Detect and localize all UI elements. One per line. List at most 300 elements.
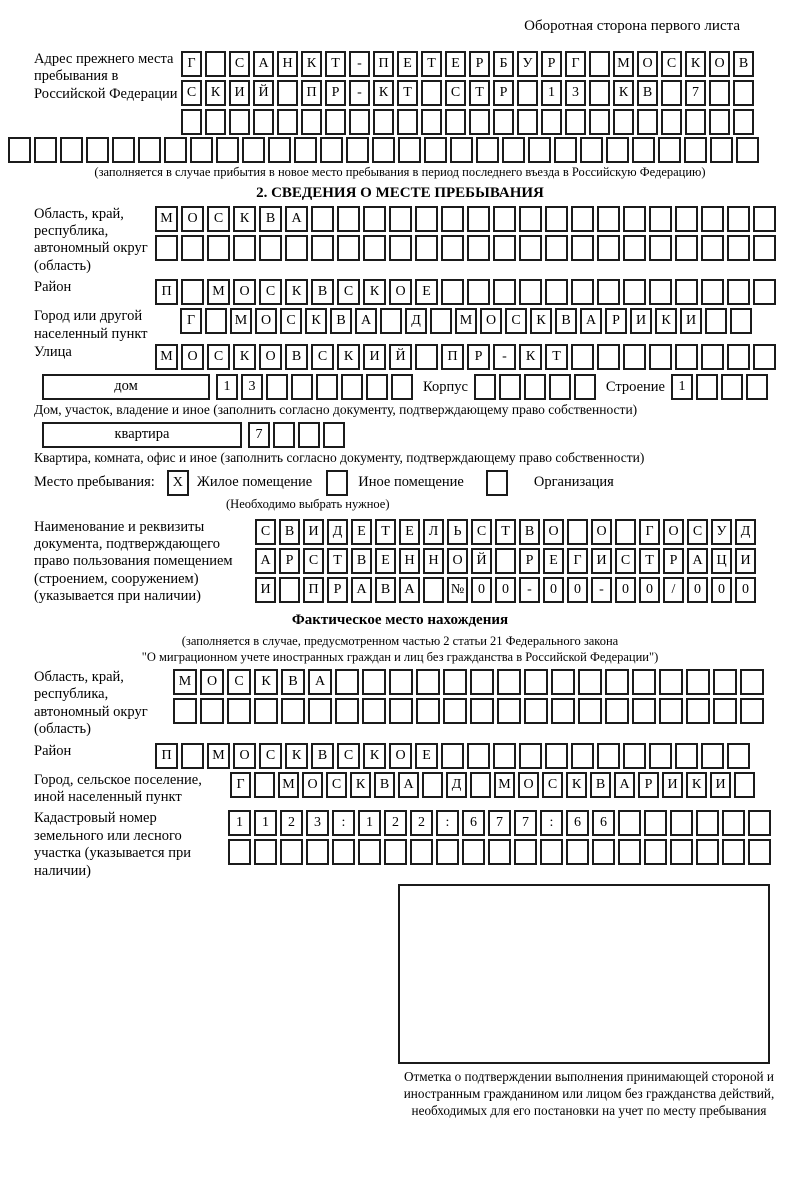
char-box: И (710, 772, 731, 798)
korpus-label: Корпус (423, 378, 468, 395)
prev-address-row-1 (181, 51, 754, 77)
char-box: И (630, 308, 652, 334)
char-box: Г (230, 772, 251, 798)
char-box (753, 206, 776, 232)
char-box (580, 137, 603, 163)
char-box (670, 810, 693, 836)
char-box: Н (277, 51, 298, 77)
char-box (462, 839, 485, 865)
char-box (421, 109, 442, 135)
char-box (181, 279, 204, 305)
char-box (623, 235, 646, 261)
char-box (519, 279, 542, 305)
char-box (727, 235, 750, 261)
actual-region-label: Область, край, республика, автономный округ (область) (34, 669, 148, 738)
char-box (450, 137, 473, 163)
house-note: Дом, участок, владение и иное (заполнить согласно документу, подтверждающему право собственности) (34, 401, 638, 417)
char-box (285, 235, 308, 261)
char-box (445, 109, 466, 135)
char-box (632, 137, 655, 163)
stamp-caption: Отметка о подтверждении выполнения принимающей стороной и иностранным гражданином или лицом без гражданства действий, необходимых для его постановки на учет по месту пребывания (403, 1068, 775, 1119)
char-box (389, 669, 413, 695)
char-box (701, 344, 724, 370)
char-box (441, 743, 464, 769)
char-box (155, 235, 178, 261)
char-box: К (233, 206, 256, 232)
char-box: Р (638, 772, 659, 798)
char-box (566, 839, 589, 865)
char-box: О (259, 344, 282, 370)
char-box (423, 577, 444, 603)
char-box (746, 374, 768, 400)
city-label: Город или другой населенный пункт (34, 308, 148, 342)
region-label: Область, край, республика, автономный округ (область) (34, 205, 148, 274)
char-box (685, 109, 706, 135)
stamp-box (398, 884, 770, 1064)
char-box (649, 235, 672, 261)
char-box: Д (735, 519, 756, 545)
checkbox-inoe (326, 470, 348, 496)
actual-location-title: Фактическое место нахождения (291, 611, 509, 628)
char-box: Е (543, 548, 564, 574)
char-box: О (543, 519, 564, 545)
char-box (397, 109, 418, 135)
char-box: В (330, 308, 352, 334)
char-box: В (733, 51, 754, 77)
char-box (701, 206, 724, 232)
prev-address-block (8, 51, 792, 135)
char-box (545, 279, 568, 305)
char-box (733, 109, 754, 135)
char-box (571, 206, 594, 232)
char-box: О (233, 743, 256, 769)
char-box (623, 344, 646, 370)
char-box (753, 344, 776, 370)
char-box (551, 698, 575, 724)
char-box (358, 839, 381, 865)
char-box (736, 137, 759, 163)
char-box (571, 344, 594, 370)
char-box: 1 (541, 80, 562, 106)
char-box: И (303, 519, 324, 545)
house-row (8, 374, 792, 400)
char-box (540, 839, 563, 865)
char-box: О (447, 548, 468, 574)
char-box: 3 (565, 80, 586, 106)
char-box: А (351, 577, 372, 603)
char-box (493, 743, 516, 769)
char-box (567, 519, 588, 545)
char-box: М (455, 308, 477, 334)
char-box (589, 109, 610, 135)
char-box (335, 698, 359, 724)
char-box (571, 279, 594, 305)
char-box: К (301, 51, 322, 77)
char-box: Г (639, 519, 660, 545)
char-box (497, 698, 521, 724)
char-box: 1 (216, 374, 238, 400)
char-box (710, 137, 733, 163)
char-box (748, 810, 771, 836)
char-box (686, 698, 710, 724)
char-box (675, 743, 698, 769)
actual-location-note-1: (заполняется в случае, предусмотренном частью 2 статьи 21 Федерального закона (181, 633, 619, 648)
char-box: Г (180, 308, 202, 334)
char-box (618, 810, 641, 836)
char-box: Е (415, 279, 438, 305)
char-box (441, 279, 464, 305)
char-box (721, 374, 743, 400)
char-box (545, 206, 568, 232)
char-box (571, 235, 594, 261)
char-box: В (311, 743, 334, 769)
char-box (389, 235, 412, 261)
char-box: Й (471, 548, 492, 574)
char-box (216, 137, 239, 163)
char-box (722, 810, 745, 836)
char-box (173, 698, 197, 724)
char-box (605, 698, 629, 724)
char-box (337, 206, 360, 232)
char-box (254, 772, 275, 798)
char-box (753, 279, 776, 305)
char-box: И (662, 772, 683, 798)
char-box (228, 839, 251, 865)
char-box: 2 (384, 810, 407, 836)
char-box: 7 (514, 810, 537, 836)
char-box (415, 344, 438, 370)
korpus-row (474, 374, 596, 400)
char-box (722, 839, 745, 865)
char-box (528, 137, 551, 163)
char-box (670, 839, 693, 865)
char-box (363, 206, 386, 232)
doc-row-3 (255, 577, 756, 603)
char-box (713, 698, 737, 724)
char-box (497, 669, 521, 695)
char-box: 6 (592, 810, 615, 836)
char-box (514, 839, 537, 865)
char-box (597, 235, 620, 261)
char-box (605, 669, 629, 695)
char-box (467, 743, 490, 769)
apartment-number-row (248, 422, 345, 448)
char-box (443, 698, 467, 724)
char-box (574, 374, 596, 400)
char-box (658, 137, 681, 163)
char-box: А (308, 669, 332, 695)
char-box (443, 669, 467, 695)
char-box: В (279, 519, 300, 545)
char-box: К (519, 344, 542, 370)
char-box: С (471, 519, 492, 545)
char-box (545, 743, 568, 769)
char-box: О (181, 344, 204, 370)
char-box: С (229, 51, 250, 77)
char-box (517, 109, 538, 135)
doc-label: Наименование и реквизиты документа, подтверждающего право пользования помещением (строением, сооружением) (указывается при наличии) (34, 518, 233, 605)
char-box (60, 137, 83, 163)
prev-address-note: (заполняется в случае прибытия в новое место пребывания в период последнего въезда в Российскую Федерацию) (94, 165, 706, 179)
char-box: О (480, 308, 502, 334)
char-box: 0 (543, 577, 564, 603)
char-box (323, 422, 345, 448)
section2-title: 2. СВЕДЕНИЯ О МЕСТЕ ПРЕБЫВАНИЯ (256, 184, 544, 201)
char-box (229, 109, 250, 135)
char-box: М (173, 669, 197, 695)
char-box: И (229, 80, 250, 106)
char-box (519, 235, 542, 261)
char-box: А (285, 206, 308, 232)
char-box: В (374, 772, 395, 798)
char-box: Ц (711, 548, 732, 574)
char-box (524, 698, 548, 724)
char-box (696, 839, 719, 865)
char-box: В (281, 669, 305, 695)
char-box: О (591, 519, 612, 545)
actual-region-row-2 (173, 698, 764, 724)
char-box (200, 698, 224, 724)
char-box: Т (327, 548, 348, 574)
char-box (551, 669, 575, 695)
char-box (476, 137, 499, 163)
char-box: 0 (735, 577, 756, 603)
char-box: Р (469, 51, 490, 77)
char-box: М (230, 308, 252, 334)
char-box: Г (181, 51, 202, 77)
char-box: М (494, 772, 515, 798)
stay-option-label-organizaciya: Организация (533, 474, 614, 491)
char-box: П (303, 577, 324, 603)
char-box: П (155, 279, 178, 305)
char-box (384, 839, 407, 865)
char-box (306, 839, 329, 865)
char-box: : (332, 810, 355, 836)
char-box: М (613, 51, 634, 77)
char-box (311, 235, 334, 261)
city-row (180, 308, 752, 334)
region-rows (155, 206, 776, 261)
char-box (701, 235, 724, 261)
char-box (661, 80, 682, 106)
char-box: 7 (685, 80, 706, 106)
char-box: О (302, 772, 323, 798)
stay-option-label-zhiloe: Жилое помещение (196, 474, 313, 491)
char-box: С (311, 344, 334, 370)
char-box: В (351, 548, 372, 574)
char-box: С (259, 279, 282, 305)
char-box (441, 206, 464, 232)
char-box (613, 109, 634, 135)
char-box (298, 422, 320, 448)
char-box (524, 374, 546, 400)
char-box: : (540, 810, 563, 836)
char-box (578, 698, 602, 724)
char-box (467, 235, 490, 261)
char-box (493, 235, 516, 261)
actual-city-block (8, 772, 792, 807)
char-box (524, 669, 548, 695)
char-box (112, 137, 135, 163)
char-box (659, 698, 683, 724)
header-note: Оборотная сторона первого листа (524, 18, 740, 34)
checkbox-zhiloe: X (167, 470, 189, 496)
char-box: К (566, 772, 587, 798)
char-box (709, 80, 730, 106)
char-box: П (301, 80, 322, 106)
char-box: О (200, 669, 224, 695)
char-box (519, 206, 542, 232)
char-box: К (254, 669, 278, 695)
char-box: - (349, 80, 370, 106)
char-box: А (355, 308, 377, 334)
char-box: С (280, 308, 302, 334)
char-box (644, 839, 667, 865)
char-box: И (591, 548, 612, 574)
char-box: А (398, 772, 419, 798)
char-box (389, 698, 413, 724)
char-box (659, 669, 683, 695)
char-box: В (375, 577, 396, 603)
char-box (488, 839, 511, 865)
stay-type-row (34, 470, 792, 496)
char-box (410, 839, 433, 865)
char-box (366, 374, 388, 400)
char-box (233, 235, 256, 261)
char-box: А (253, 51, 274, 77)
char-box: П (441, 344, 464, 370)
actual-region-rows (173, 669, 764, 724)
char-box (242, 137, 265, 163)
char-box (623, 206, 646, 232)
char-box: - (591, 577, 612, 603)
char-box (205, 308, 227, 334)
prev-address-row-2 (181, 80, 754, 106)
char-box: 6 (462, 810, 485, 836)
char-box: Т (375, 519, 396, 545)
char-box: О (637, 51, 658, 77)
checkbox-organizaciya (486, 470, 508, 496)
char-box (362, 669, 386, 695)
char-box (565, 109, 586, 135)
actual-city-row (230, 772, 755, 798)
char-box: - (349, 51, 370, 77)
char-box (253, 109, 274, 135)
char-box (415, 235, 438, 261)
char-box (493, 279, 516, 305)
char-box (308, 698, 332, 724)
char-box (181, 235, 204, 261)
char-box: В (555, 308, 577, 334)
char-box: С (259, 743, 282, 769)
char-box: 2 (410, 810, 433, 836)
char-box (391, 374, 413, 400)
char-box (181, 109, 202, 135)
char-box: С (326, 772, 347, 798)
char-box (618, 839, 641, 865)
char-box: К (363, 279, 386, 305)
char-box: В (590, 772, 611, 798)
char-box (380, 308, 402, 334)
char-box: С (615, 548, 636, 574)
char-box: С (687, 519, 708, 545)
char-box: С (445, 80, 466, 106)
char-box (421, 80, 442, 106)
char-box: Р (663, 548, 684, 574)
char-box (615, 519, 636, 545)
char-box: Р (541, 51, 562, 77)
district-block (8, 279, 792, 305)
char-box: 0 (639, 577, 660, 603)
char-box (502, 137, 525, 163)
actual-region-row-1 (173, 669, 764, 695)
char-box: Б (493, 51, 514, 77)
char-box: К (285, 279, 308, 305)
char-box (686, 669, 710, 695)
char-box: 3 (306, 810, 329, 836)
char-box: Т (421, 51, 442, 77)
char-box: 1 (228, 810, 251, 836)
char-box: К (285, 743, 308, 769)
actual-location-note-2: "О миграционном учете иностранных граждан и лиц без гражданства в Российской Федерации") (141, 649, 659, 664)
char-box (436, 839, 459, 865)
char-box (740, 698, 764, 724)
char-box (709, 109, 730, 135)
doc-row-1 (255, 519, 756, 545)
char-box (469, 109, 490, 135)
prev-address-row-3 (181, 109, 754, 135)
char-box: С (337, 279, 360, 305)
street-label: Улица (34, 343, 72, 360)
char-box: Р (327, 577, 348, 603)
char-box: С (227, 669, 251, 695)
char-box (316, 374, 338, 400)
char-box (373, 109, 394, 135)
char-box: К (686, 772, 707, 798)
char-box (727, 279, 750, 305)
char-box (467, 206, 490, 232)
house-number-row (216, 374, 413, 400)
char-box: О (518, 772, 539, 798)
char-box: Л (423, 519, 444, 545)
char-box (493, 109, 514, 135)
char-box (713, 669, 737, 695)
char-box (675, 344, 698, 370)
doc-block (8, 519, 792, 606)
prev-address-rows (181, 51, 754, 135)
char-box (675, 206, 698, 232)
char-box: О (255, 308, 277, 334)
char-box: У (711, 519, 732, 545)
char-box: Т (495, 519, 516, 545)
char-box: Р (467, 344, 490, 370)
cadastral-row-1 (228, 810, 771, 836)
char-box (138, 137, 161, 163)
char-box: - (519, 577, 540, 603)
char-box: - (493, 344, 516, 370)
actual-district-row (155, 743, 750, 769)
char-box: Е (351, 519, 372, 545)
char-box (649, 279, 672, 305)
char-box (277, 80, 298, 106)
char-box: К (655, 308, 677, 334)
char-box: М (278, 772, 299, 798)
char-box (696, 374, 718, 400)
cadastral-label: Кадастровый номер земельного или лесного участка (указывается при наличии) (34, 810, 191, 879)
char-box (597, 206, 620, 232)
char-box (341, 374, 363, 400)
char-box: Т (397, 80, 418, 106)
